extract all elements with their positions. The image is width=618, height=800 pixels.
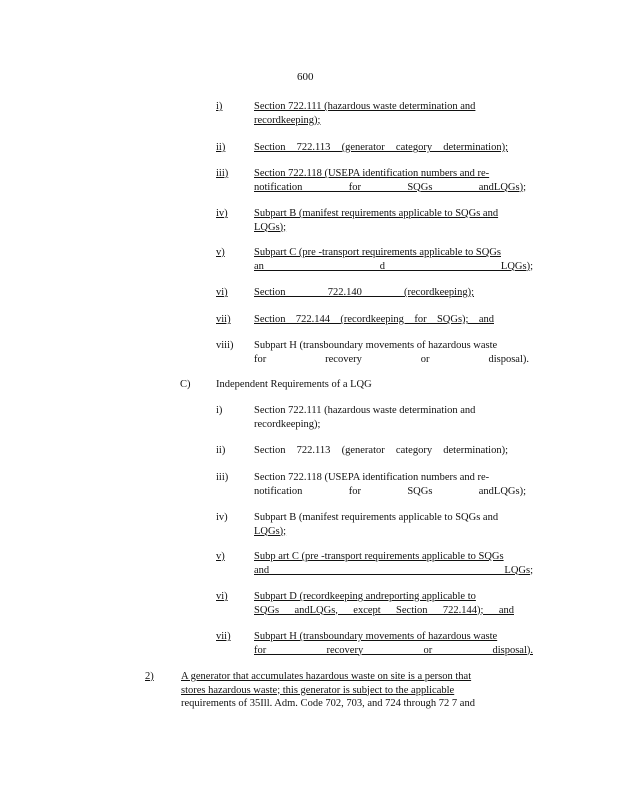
item-text-line: Section 722.111 (hazardous waste determination and xyxy=(254,405,476,416)
item-text-line: Section 722.113 (generator category determination); xyxy=(254,445,508,456)
item-text-line: Section 722.144 (recordkeeping for SQGs); and xyxy=(254,314,494,325)
page-number: 600 xyxy=(297,71,314,83)
item-label: vi) xyxy=(216,591,228,602)
paragraph-line: stores hazardous waste; this generator is subject to the applicable xyxy=(181,684,455,696)
item-text-line: for recovery or disposal). xyxy=(254,644,533,656)
item-text-line: LQGs); xyxy=(254,525,287,537)
item-text-line: SQGs andLQGs, except Section 722.144); and xyxy=(254,604,514,616)
item-text-line: Section 722.111 (hazardous waste determination and xyxy=(254,101,476,112)
item-label: vii) xyxy=(216,314,231,325)
item-text-line: and LQGs; xyxy=(254,564,533,576)
paragraph-line: A generator that accumulates hazardous waste on site is a person that xyxy=(181,671,472,682)
item-label: iv) xyxy=(216,208,228,219)
item-text-line: Section 722.113 (generator category determination); xyxy=(254,142,508,153)
section-label: C) xyxy=(180,379,191,390)
item-label: viii) xyxy=(216,340,234,351)
item-text-line: Section 722.140 (recordkeeping); xyxy=(254,287,474,298)
item-label: v) xyxy=(216,247,225,258)
item-text-line: recordkeeping); xyxy=(254,418,321,430)
item-text-line: Subpart B (manifest requirements applicable to SQGs and xyxy=(254,512,499,523)
item-label: ii) xyxy=(216,445,226,456)
section-title: Independent Requirements of a LQG xyxy=(216,379,372,390)
item-text-line: for recovery or disposal). xyxy=(254,353,529,365)
item-label: i) xyxy=(216,101,223,112)
item-text-line: Section 722.118 (USEPA identification numbers and re- xyxy=(254,472,490,483)
paragraph-label: 2) xyxy=(145,671,154,682)
item-text-line: notification for SQGs andLQGs); xyxy=(254,485,526,497)
item-label: vi) xyxy=(216,287,228,298)
item-text-line: LQGs); xyxy=(254,221,287,233)
item-label: i) xyxy=(216,405,223,416)
item-text-line: Subpart D (recordkeeping andreporting applicable to xyxy=(254,591,476,602)
item-label: iii) xyxy=(216,168,229,179)
paragraph-line: requirements of 35Ill. Adm. Code 702, 703, and 724 through 72 7 and xyxy=(181,698,475,709)
item-text-line: Subpart H (transboundary movements of hazardous waste xyxy=(254,340,498,351)
item-label: ii) xyxy=(216,142,226,153)
item-label: v) xyxy=(216,551,225,562)
item-text-line: an d LQGs); xyxy=(254,260,533,272)
item-label: iv) xyxy=(216,512,228,523)
item-text-line: Subpart C (pre -transport requirements applicable to SQGs xyxy=(254,247,501,258)
item-text-line: Subpart B (manifest requirements applicable to SQGs and xyxy=(254,208,499,219)
item-label: vii) xyxy=(216,631,231,642)
item-text-line: Section 722.118 (USEPA identification numbers and re- xyxy=(254,168,490,179)
item-text-line: Subpart H (transboundary movements of hazardous waste xyxy=(254,631,498,642)
item-text-line: notification for SQGs andLQGs); xyxy=(254,181,526,193)
item-text-line: recordkeeping); xyxy=(254,114,321,126)
item-label: iii) xyxy=(216,472,229,483)
item-text-line: Subp art C (pre -transport requirements applicable to SQGs xyxy=(254,551,504,562)
